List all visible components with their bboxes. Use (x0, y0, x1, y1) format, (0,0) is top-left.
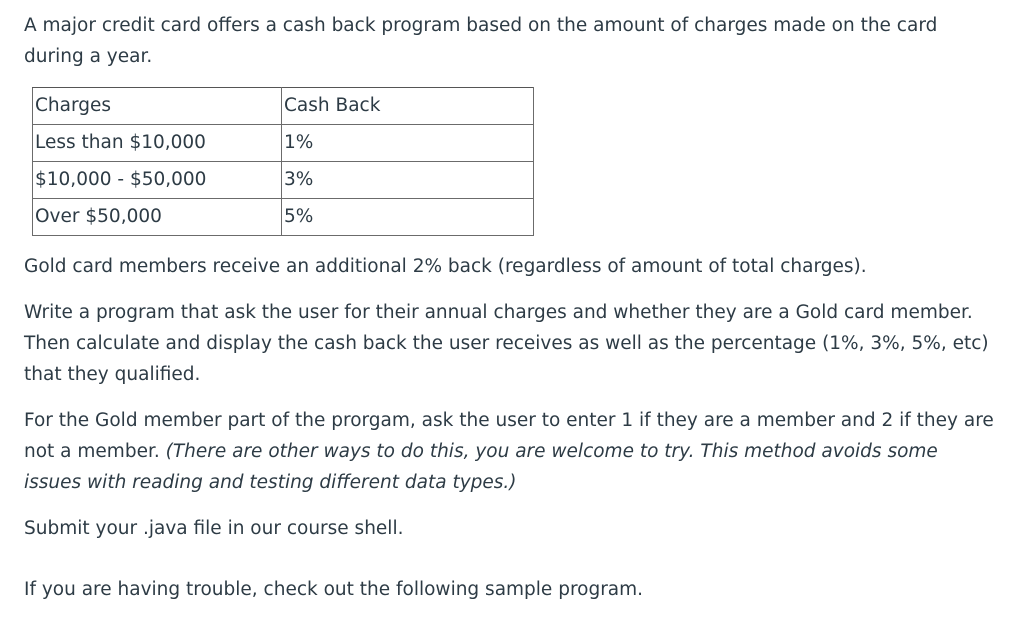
cell-charges: Less than $10,000 (33, 125, 282, 162)
intro-paragraph: A major credit card offers a cash back program based on the amount of charges made on the card during a year. (24, 15, 938, 67)
table-row (33, 125, 534, 162)
table-row (33, 199, 534, 236)
write-program-paragraph: Write a program that ask the user for their annual charges and whether they are a Gold card member. Then calculate and display the cash back the user receives as well as the percentage (1%, 3%, 5%, etc) that they qualified. (24, 302, 989, 385)
gold-member-text: For the Gold member part of the prorgam, ask the user to enter 1 if they are a member and 2 if they are not a member. (24, 410, 994, 462)
gold-member-paragraph (24, 405, 999, 498)
gold-note-paragraph: Gold card members receive an additional 2% back (regardless of amount of total charges). (24, 256, 867, 277)
header-charges: Charges (33, 88, 282, 125)
cashback-table (32, 87, 534, 236)
cell-cash-back: 5% (282, 199, 534, 236)
header-cash-back: Cash Back (282, 88, 534, 125)
cell-cash-back: 1% (282, 125, 534, 162)
table-row (33, 162, 534, 199)
cell-cash-back: 3% (282, 162, 534, 199)
submit-paragraph: Submit your .java file in our course shell. (24, 518, 404, 539)
cell-charges: $10,000 - $50,000 (33, 162, 282, 199)
trouble-paragraph: If you are having trouble, check out the following sample program. (24, 579, 644, 600)
table-header-row (33, 88, 534, 125)
assignment-content (24, 10, 999, 605)
gold-member-italic-note: (There are other ways to do this, you are welcome to try. This method avoids some issues with reading and testing different data types.) (24, 441, 938, 493)
cell-charges: Over $50,000 (33, 199, 282, 236)
